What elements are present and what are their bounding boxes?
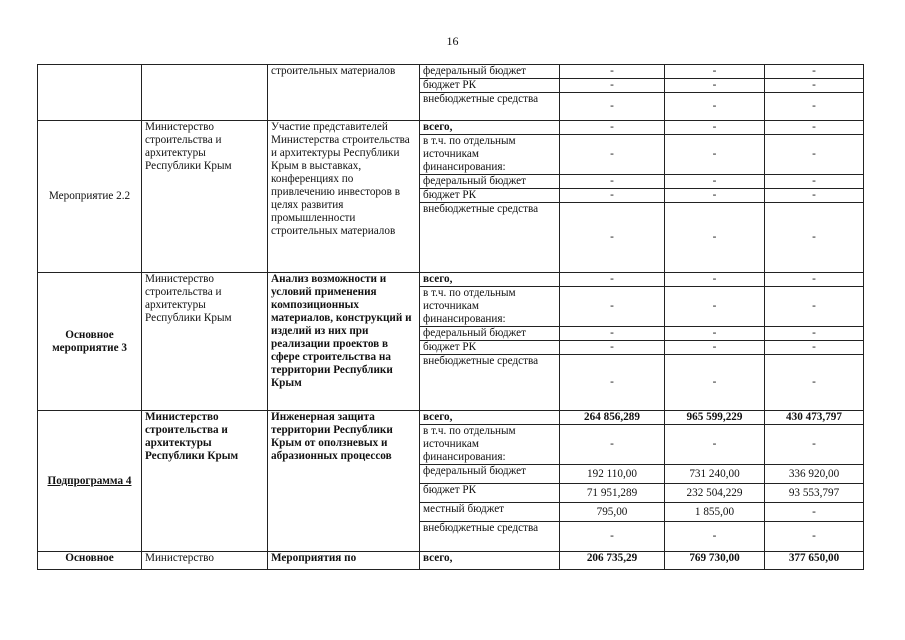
source-cell: бюджет РК — [420, 79, 560, 93]
source-cell: всего, — [420, 411, 560, 425]
value-cell: 795,00 — [560, 503, 665, 522]
value-cell: - — [665, 135, 765, 175]
value-cell: - — [665, 93, 765, 121]
value-cell: - — [665, 355, 765, 411]
source-cell: федеральный бюджет — [420, 465, 560, 484]
title-cell: Участие представителей Министерства строительства и архитектуры Республики Крым в выставках, конференциях по привлечению инвесторов в целях развития промышленности строительных материалов — [268, 121, 420, 273]
source-cell: местный бюджет — [420, 503, 560, 522]
source-cell: всего, — [420, 121, 560, 135]
table-row — [38, 552, 864, 570]
value-cell: - — [560, 93, 665, 121]
performer-cell: Министерство строительства и архитектуры Республики Крым — [142, 121, 268, 273]
table-row — [38, 121, 864, 135]
source-cell: в т.ч. по отдельным источникам финансирования: — [420, 287, 560, 327]
value-cell: - — [665, 79, 765, 93]
value-cell: - — [560, 522, 665, 552]
value-cell: - — [560, 287, 665, 327]
source-cell: бюджет РК — [420, 484, 560, 503]
value-cell: - — [665, 341, 765, 355]
source-cell: всего, — [420, 552, 560, 570]
event-cell: Основное — [38, 552, 142, 570]
performer-cell: Министерство строительства и архитектуры Республики Крым — [142, 273, 268, 411]
value-cell: - — [560, 79, 665, 93]
value-cell: - — [560, 65, 665, 79]
value-cell: - — [560, 189, 665, 203]
value-cell: 1 855,00 — [665, 503, 765, 522]
value-cell: - — [765, 287, 864, 327]
performer-cell — [142, 65, 268, 121]
value-cell: - — [665, 65, 765, 79]
value-cell: - — [765, 135, 864, 175]
source-cell: внебюджетные средства — [420, 522, 560, 552]
value-cell: - — [765, 65, 864, 79]
value-cell: - — [560, 341, 665, 355]
table-row — [38, 273, 864, 287]
value-cell: 264 856,289 — [560, 411, 665, 425]
table-row — [38, 411, 864, 425]
value-cell: - — [665, 189, 765, 203]
value-cell: - — [765, 355, 864, 411]
event-cell: Мероприятие 2.2 — [38, 121, 142, 273]
value-cell: - — [665, 175, 765, 189]
value-cell: - — [765, 341, 864, 355]
value-cell: - — [665, 425, 765, 465]
value-cell: - — [665, 327, 765, 341]
value-cell: - — [765, 175, 864, 189]
performer-cell: Министерство — [142, 552, 268, 570]
value-cell: 206 735,29 — [560, 552, 665, 570]
source-cell: внебюджетные средства — [420, 93, 560, 121]
value-cell: - — [765, 327, 864, 341]
performer-cell: Министерство строительства и архитектуры Республики Крым — [142, 411, 268, 552]
title-cell: Мероприятия по — [268, 552, 420, 570]
value-cell: 430 473,797 — [765, 411, 864, 425]
source-cell: бюджет РК — [420, 189, 560, 203]
title-cell: Анализ возможности и условий применения композиционных материалов, конструкций и изделий из них при реализации проектов в сфере строительства на территории Республики Крым — [268, 273, 420, 411]
event-cell: Основное мероприятие 3 — [38, 273, 142, 411]
source-cell: внебюджетные средства — [420, 355, 560, 411]
source-cell: в т.ч. по отдельным источникам финансирования: — [420, 425, 560, 465]
value-cell: 232 504,229 — [665, 484, 765, 503]
value-cell: - — [560, 273, 665, 287]
value-cell: - — [765, 273, 864, 287]
budget-table — [37, 64, 864, 570]
value-cell: - — [665, 273, 765, 287]
value-cell: - — [560, 355, 665, 411]
value-cell: - — [765, 203, 864, 273]
title-cell: строительных материалов — [268, 65, 420, 121]
value-cell: - — [560, 175, 665, 189]
source-cell: всего, — [420, 273, 560, 287]
value-cell: 965 599,229 — [665, 411, 765, 425]
value-cell: - — [665, 203, 765, 273]
source-cell: федеральный бюджет — [420, 327, 560, 341]
event-cell — [38, 65, 142, 121]
value-cell: - — [765, 425, 864, 465]
table-row — [38, 65, 864, 79]
value-cell: - — [560, 203, 665, 273]
page-number: 16 — [446, 34, 459, 48]
source-cell: федеральный бюджет — [420, 65, 560, 79]
value-cell: - — [560, 425, 665, 465]
value-cell: 731 240,00 — [665, 465, 765, 484]
value-cell: 192 110,00 — [560, 465, 665, 484]
value-cell: - — [765, 79, 864, 93]
value-cell: - — [560, 327, 665, 341]
title-cell: Инженерная защита территории Республики Крым от оползневых и абразионных процессов — [268, 411, 420, 552]
value-cell: - — [765, 121, 864, 135]
event-cell: Подпрограмма 4 — [38, 411, 142, 552]
value-cell: - — [765, 93, 864, 121]
source-cell: в т.ч. по отдельным источникам финансирования: — [420, 135, 560, 175]
value-cell: - — [765, 503, 864, 522]
value-cell: - — [665, 522, 765, 552]
value-cell: - — [765, 189, 864, 203]
value-cell: 71 951,289 — [560, 484, 665, 503]
value-cell: 769 730,00 — [665, 552, 765, 570]
source-cell: федеральный бюджет — [420, 175, 560, 189]
source-cell: бюджет РК — [420, 341, 560, 355]
value-cell: - — [765, 522, 864, 552]
value-cell: 377 650,00 — [765, 552, 864, 570]
value-cell: 336 920,00 — [765, 465, 864, 484]
source-cell: внебюджетные средства — [420, 203, 560, 273]
value-cell: - — [560, 135, 665, 175]
value-cell: - — [665, 121, 765, 135]
value-cell: 93 553,797 — [765, 484, 864, 503]
value-cell: - — [665, 287, 765, 327]
value-cell: - — [560, 121, 665, 135]
